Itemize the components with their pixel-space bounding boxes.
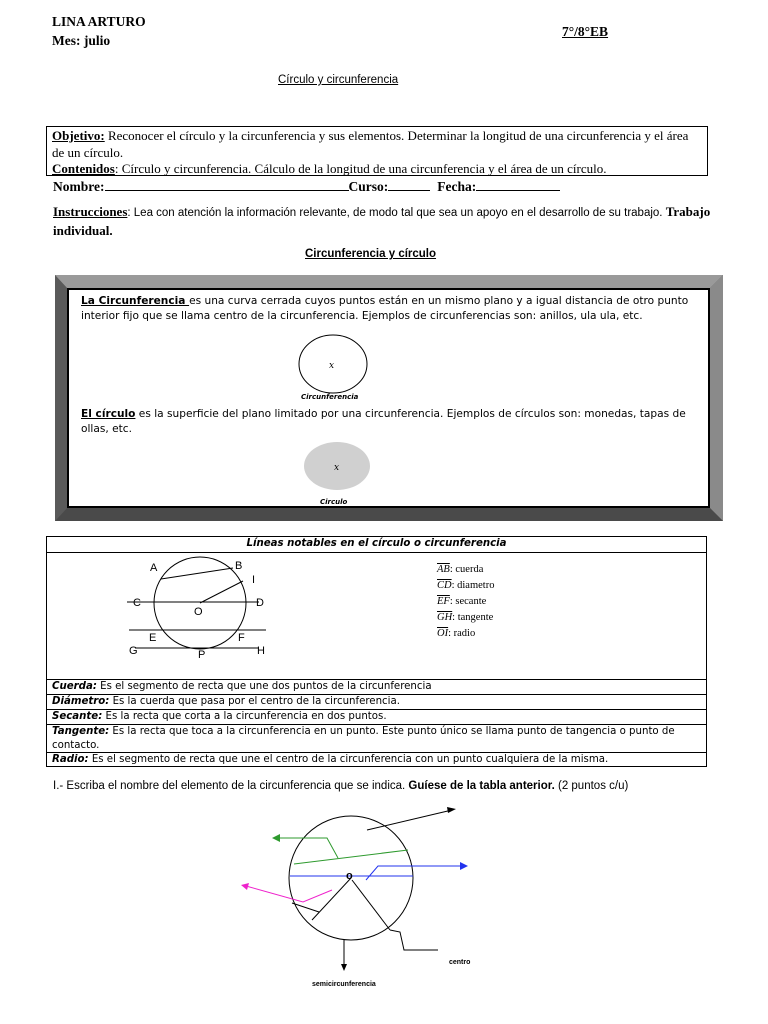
legend-item-radius: $\overline{OI}$: radio (437, 628, 476, 639)
point-f: F (238, 632, 245, 644)
circumference-definition (81, 294, 701, 325)
point-p: P (198, 649, 206, 661)
table-row-chord: Cuerda: Es el segmento de recta que une dos puntos de la circunferencia (47, 679, 706, 694)
exercise-points: (2 puntos c/u) (554, 780, 629, 792)
point-a: A (150, 562, 158, 574)
student-name: LINA ARTURO (52, 14, 146, 29)
circle-text: es la superficie del plano limitado por una circunferencia. Ejemplos de círculos son: monedas, tapas de ollas, etc. (81, 408, 686, 436)
center-pointer (352, 880, 390, 930)
student-form (53, 176, 560, 195)
month-label: Mes: julio (52, 33, 111, 48)
point-i: I (252, 574, 256, 586)
circumference-text: es una curva cerrada cuyos puntos están en un mismo plano y a igual distancia de otro punto interior fijo que se llama centro de la circunferencia. Ejemplos de circunferencias son: anillos, ula ula, etc. (81, 295, 689, 323)
exercise-text: - Escriba el nombre del elemento de la circunferencia que se indica. (59, 780, 409, 792)
contents-text: : Círculo y circunferencia. Cálculo de la longitud de una circunferencia y el área de un círculo. (114, 161, 607, 176)
radius-line (312, 878, 351, 920)
circle-center-mark: x (334, 463, 340, 473)
course-field[interactable] (388, 176, 430, 191)
blue-pointer (366, 866, 462, 880)
definitions-panel (67, 288, 710, 508)
name-field[interactable] (105, 176, 349, 191)
name-label: Nombre: (53, 179, 105, 194)
radius-oi-line (200, 581, 243, 603)
point-b: B (235, 560, 243, 572)
objective-label: Objetivo: (52, 128, 105, 143)
circumference-center-mark: x (329, 361, 335, 371)
circle-term: El círculo (81, 408, 136, 420)
semicircle-arrow-head (341, 964, 347, 971)
magenta-pointer (246, 886, 332, 902)
point-c: C (133, 597, 141, 609)
center-leader (390, 930, 438, 950)
circle-figure (301, 442, 381, 508)
circle-caption: Circulo (320, 498, 348, 506)
table-row-secant: Secante: Es la recta que corta a la circunferencia en dos puntos. (47, 709, 706, 724)
section-title: Circunferencia y círculo (305, 248, 437, 260)
legend-item-secant: $\overline{EF}$: secante (437, 596, 487, 607)
table-row-diameter: Diámetro: Es la cuerda que pasa por el centro de la circunferencia. (47, 694, 706, 709)
objective-text: Reconocer el círculo y la circunferencia y sus elementos. Determinar la longitud de una circunferencia y el área de un círculo. (52, 128, 689, 160)
exercise-center-label: o (346, 870, 353, 882)
exercise-number: I. (53, 780, 60, 792)
magenta-arrow-head (241, 883, 249, 890)
table-row-radius: Radio: Es el segmento de recta que une el centro de la circunferencia con un punto cualquiera de la misma. (47, 752, 706, 767)
definitions-frame (55, 275, 723, 521)
point-o: O (194, 606, 203, 618)
notable-lines-table (46, 536, 707, 767)
course-label: Curso: (348, 179, 389, 194)
table-title: Líneas notables en el círculo o circunferencia (246, 538, 507, 549)
grade-label: 7°/8°EB (562, 24, 609, 39)
green-pointer (278, 838, 338, 858)
exercise-instruction (53, 780, 628, 792)
instructions (53, 203, 713, 241)
exercise-figure (230, 800, 490, 1000)
arrow-upper-right (367, 810, 452, 830)
table-divider (47, 552, 706, 553)
center-label: centro (449, 959, 471, 966)
instructions-bold: Trabajo individual. (53, 204, 711, 238)
legend-item-chord: $\overline{AB}$: cuerda (437, 564, 484, 575)
point-g: G (129, 645, 138, 657)
contents-label: Contenidos (52, 161, 115, 176)
circumference-term: La Circunferencia (81, 295, 190, 307)
date-label: Fecha: (437, 179, 477, 194)
point-h: H (257, 645, 265, 657)
objective-box (46, 126, 708, 176)
table-row-tangent: Tangente: Es la recta que toca a la circunferencia en un punto. Este punto único se llama punto de tangencia o punto de contacto. (47, 724, 706, 753)
legend-item-tangent: $\overline{GH}$: tangente (437, 612, 494, 623)
legend-item-diameter: $\overline{CD}$: diametro (437, 580, 495, 591)
point-d: D (256, 597, 264, 609)
blue-arrow-head (460, 862, 468, 870)
green-chord-line (294, 850, 408, 864)
point-e: E (149, 632, 157, 644)
notable-lines-figure (119, 555, 319, 661)
date-field[interactable] (476, 176, 560, 191)
instructions-text: : Lea con atención la información relevante, de modo tal que sea un apoyo en el desarrollo de su trabajo. (127, 207, 666, 219)
circumference-caption: Circunferencia (301, 393, 359, 401)
chord-ab-line (161, 568, 233, 579)
circle-definition (81, 407, 701, 438)
worksheet-title: Círculo y circunferencia (278, 74, 399, 86)
semicircle-label: semicircunferencia (312, 981, 376, 988)
arrow-upper-right-head (447, 807, 456, 813)
green-arrow-head (272, 834, 280, 842)
instructions-label: Instrucciones (53, 204, 128, 219)
circumference-figure (297, 334, 377, 404)
exercise-bold: Guíese de la tabla anterior. (408, 780, 555, 792)
